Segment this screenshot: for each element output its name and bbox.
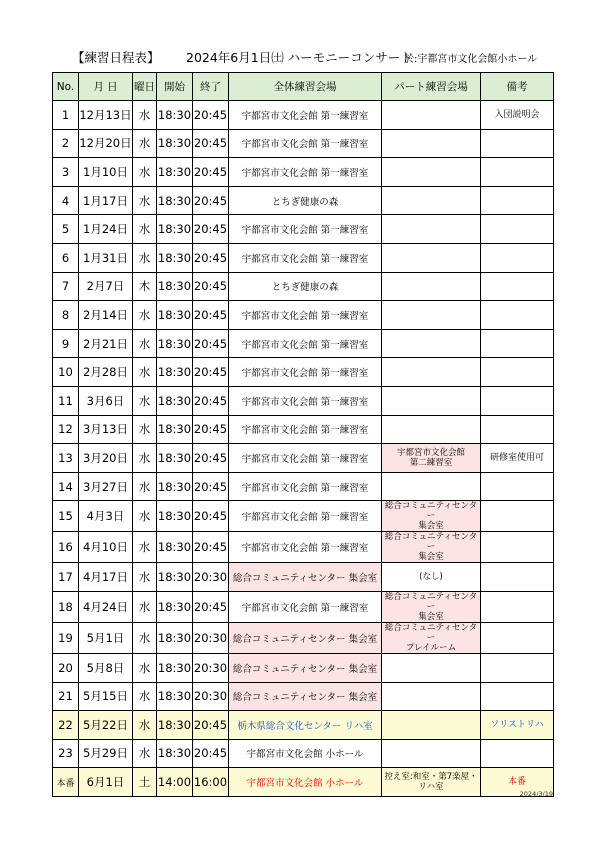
row-date: 1月17日: [79, 186, 133, 215]
row-part-venue: [382, 272, 481, 301]
schedule-title: 【練習日程表】: [72, 50, 160, 65]
row-venue: 宇都宮市文化会館 第一練習室: [229, 444, 382, 473]
row-no: 6: [53, 243, 79, 272]
row-day: 木: [133, 272, 157, 301]
table-row: [53, 243, 554, 272]
row-end: 20:30: [193, 563, 229, 592]
row-day: 水: [133, 711, 157, 740]
table-row: [53, 501, 554, 532]
row-date: 5月29日: [79, 739, 133, 768]
row-end: 20:45: [193, 386, 229, 415]
row-part-venue: [382, 243, 481, 272]
row-note: [481, 682, 554, 711]
row-end: 16:00: [193, 768, 229, 797]
table-row: [53, 272, 554, 301]
row-no: 21: [53, 682, 79, 711]
row-day: 水: [133, 563, 157, 592]
row-day: 水: [133, 215, 157, 244]
row-end: 20:45: [193, 711, 229, 740]
row-day: 水: [133, 101, 157, 130]
row-part-venue: [382, 129, 481, 158]
row-start: 18:30: [157, 415, 193, 444]
row-start: 18:30: [157, 532, 193, 563]
row-venue: 宇都宮市文化会館 第一練習室: [229, 215, 382, 244]
row-start: 18:30: [157, 472, 193, 501]
row-part-venue: [382, 158, 481, 187]
row-start: 18:30: [157, 243, 193, 272]
row-note: 研修室使用可: [481, 444, 554, 473]
row-no: 3: [53, 158, 79, 187]
row-part-venue: [382, 739, 481, 768]
row-part-venue: [382, 329, 481, 358]
row-start: 18:30: [157, 101, 193, 130]
row-no: 18: [53, 591, 79, 622]
row-part-venue: (なし): [382, 563, 481, 592]
row-note: [481, 329, 554, 358]
row-day: 水: [133, 186, 157, 215]
row-end: 20:45: [193, 101, 229, 130]
row-note: [481, 415, 554, 444]
row-no: 10: [53, 358, 79, 387]
row-start: 14:00: [157, 768, 193, 797]
row-no: 1: [53, 101, 79, 130]
row-part-venue: 総合コミュニティセンター 集会室: [382, 591, 481, 622]
row-note: [481, 358, 554, 387]
row-venue: 総合コミュニティセンター 集会室: [229, 653, 382, 682]
row-part-venue: [382, 472, 481, 501]
row-no: 14: [53, 472, 79, 501]
concert-venue: 於:宇都宮市文化会館小ホール: [404, 54, 538, 65]
row-end: 20:45: [193, 215, 229, 244]
row-end: 20:45: [193, 329, 229, 358]
row-note: [481, 591, 554, 622]
table-row: [53, 329, 554, 358]
row-day: 水: [133, 682, 157, 711]
row-end: 20:45: [193, 501, 229, 532]
row-start: 18:30: [157, 186, 193, 215]
row-day: 水: [133, 653, 157, 682]
row-day: 水: [133, 444, 157, 473]
row-end: 20:45: [193, 472, 229, 501]
row-date: 3月6日: [79, 386, 133, 415]
row-note: [481, 472, 554, 501]
row-end: 20:45: [193, 444, 229, 473]
row-no: 20: [53, 653, 79, 682]
col-header-part-venue: パート練習会場: [382, 73, 481, 101]
row-venue: 宇都宮市文化会館 第一練習室: [229, 329, 382, 358]
row-start: 18:30: [157, 711, 193, 740]
table-row: [53, 101, 554, 130]
table-row: [53, 768, 554, 797]
row-end: 20:30: [193, 682, 229, 711]
row-start: 18:30: [157, 272, 193, 301]
row-day: 水: [133, 329, 157, 358]
row-no: 13: [53, 444, 79, 473]
row-start: 18:30: [157, 653, 193, 682]
row-date: 4月17日: [79, 563, 133, 592]
row-start: 18:30: [157, 215, 193, 244]
table-row: [53, 186, 554, 215]
row-no: 2: [53, 129, 79, 158]
row-venue: 栃木県総合文化センター リハ室: [229, 711, 382, 740]
table-row: [53, 591, 554, 622]
row-date: 12月13日: [79, 101, 133, 130]
row-day: 水: [133, 415, 157, 444]
row-no: 8: [53, 301, 79, 330]
row-venue: 宇都宮市文化会館 小ホール: [229, 768, 382, 797]
row-part-venue: [382, 215, 481, 244]
row-note: [481, 386, 554, 415]
row-date: 5月22日: [79, 711, 133, 740]
row-end: 20:45: [193, 129, 229, 158]
row-venue: 総合コミュニティセンター 集会室: [229, 682, 382, 711]
row-day: 水: [133, 622, 157, 653]
row-no: 12: [53, 415, 79, 444]
table-row: [53, 301, 554, 330]
row-end: 20:45: [193, 301, 229, 330]
row-day: 水: [133, 739, 157, 768]
row-venue: 宇都宮市文化会館 第一練習室: [229, 158, 382, 187]
row-end: 20:45: [193, 186, 229, 215]
row-no: 5: [53, 215, 79, 244]
row-no: 4: [53, 186, 79, 215]
row-note: 入団説明会: [481, 101, 554, 130]
row-date: 5月8日: [79, 653, 133, 682]
row-end: 20:45: [193, 243, 229, 272]
row-end: 20:45: [193, 739, 229, 768]
row-day: 土: [133, 768, 157, 797]
row-start: 18:30: [157, 591, 193, 622]
row-start: 18:30: [157, 563, 193, 592]
row-venue: 宇都宮市文化会館 第一練習室: [229, 129, 382, 158]
row-end: 20:45: [193, 272, 229, 301]
row-note: ソリストリハ: [481, 711, 554, 740]
row-date: 2月28日: [79, 358, 133, 387]
col-header-no: No.: [53, 73, 79, 101]
row-start: 18:30: [157, 158, 193, 187]
row-start: 18:30: [157, 444, 193, 473]
table-row: [53, 682, 554, 711]
row-start: 18:30: [157, 622, 193, 653]
col-header-date: 月 日: [79, 73, 133, 101]
row-end: 20:30: [193, 653, 229, 682]
row-note: [481, 301, 554, 330]
row-start: 18:30: [157, 358, 193, 387]
col-header-note: 備考: [481, 73, 554, 101]
row-start: 18:30: [157, 329, 193, 358]
row-note: [481, 243, 554, 272]
row-note: [481, 563, 554, 592]
row-no: 16: [53, 532, 79, 563]
table-row: [53, 563, 554, 592]
row-day: 水: [133, 472, 157, 501]
row-note: [481, 186, 554, 215]
row-venue: 宇都宮市文化会館 第一練習室: [229, 591, 382, 622]
row-note: 本番: [481, 768, 554, 797]
concert-title: 2024年6月1日㈯ ハーモニーコンサート: [186, 50, 413, 65]
row-part-venue: [382, 415, 481, 444]
row-day: 水: [133, 386, 157, 415]
table-row: [53, 158, 554, 187]
row-note: [481, 129, 554, 158]
row-start: 18:30: [157, 682, 193, 711]
row-day: 水: [133, 501, 157, 532]
row-date: 4月24日: [79, 591, 133, 622]
col-header-day: 曜日: [133, 73, 157, 101]
row-date: 3月20日: [79, 444, 133, 473]
table-row: [53, 711, 554, 740]
row-date: 5月15日: [79, 682, 133, 711]
table-row: [53, 129, 554, 158]
row-part-venue: [382, 653, 481, 682]
row-no: 7: [53, 272, 79, 301]
row-part-venue: 総合コミュニティセンター プレイルーム: [382, 622, 481, 653]
row-part-venue: [382, 358, 481, 387]
page-header: [0, 44, 607, 66]
row-venue: 宇都宮市文化会館 第一練習室: [229, 472, 382, 501]
table-row: [53, 532, 554, 563]
row-end: 20:45: [193, 358, 229, 387]
table-row: [53, 444, 554, 473]
row-part-venue: 控え室:和室・第7楽屋・ リハ室: [382, 768, 481, 797]
row-venue: とちぎ健康の森: [229, 272, 382, 301]
row-day: 水: [133, 301, 157, 330]
row-note: [481, 158, 554, 187]
row-no: 17: [53, 563, 79, 592]
row-venue: 宇都宮市文化会館 第一練習室: [229, 532, 382, 563]
row-venue: 宇都宮市文化会館 第一練習室: [229, 386, 382, 415]
row-date: 6月1日: [79, 768, 133, 797]
row-part-venue: 宇都宮市文化会館 第二練習室: [382, 444, 481, 473]
row-venue: 宇都宮市文化会館 第一練習室: [229, 101, 382, 130]
table-row: [53, 472, 554, 501]
row-no: 23: [53, 739, 79, 768]
row-day: 水: [133, 358, 157, 387]
row-note: [481, 532, 554, 563]
row-no: 本番: [53, 768, 79, 797]
row-end: 20:45: [193, 591, 229, 622]
row-note: [481, 622, 554, 653]
row-part-venue: 総合コミュニティセンター 集会室: [382, 532, 481, 563]
schedule-table: [52, 72, 554, 797]
table-row: [53, 386, 554, 415]
revision-date: 2024/3/19: [519, 790, 553, 798]
row-part-venue: [382, 711, 481, 740]
table-row: [53, 215, 554, 244]
row-start: 18:30: [157, 129, 193, 158]
table-row: [53, 358, 554, 387]
table-row: [53, 739, 554, 768]
row-end: 20:45: [193, 532, 229, 563]
row-start: 18:30: [157, 739, 193, 768]
row-part-venue: [382, 186, 481, 215]
row-venue: 宇都宮市文化会館 第一練習室: [229, 358, 382, 387]
row-day: 水: [133, 532, 157, 563]
row-note: [481, 215, 554, 244]
row-venue: 総合コミュニティセンター 集会室: [229, 563, 382, 592]
row-note: [481, 653, 554, 682]
row-no: 22: [53, 711, 79, 740]
row-note: [481, 501, 554, 532]
row-start: 18:30: [157, 501, 193, 532]
row-start: 18:30: [157, 386, 193, 415]
row-date: 3月27日: [79, 472, 133, 501]
row-end: 20:45: [193, 415, 229, 444]
row-no: 9: [53, 329, 79, 358]
row-end: 20:30: [193, 622, 229, 653]
row-date: 2月21日: [79, 329, 133, 358]
row-venue: 宇都宮市文化会館 第一練習室: [229, 415, 382, 444]
row-part-venue: [382, 101, 481, 130]
row-day: 水: [133, 129, 157, 158]
row-date: 12月20日: [79, 129, 133, 158]
row-date: 2月7日: [79, 272, 133, 301]
row-date: 1月10日: [79, 158, 133, 187]
col-header-start: 開始: [157, 73, 193, 101]
row-date: 2月14日: [79, 301, 133, 330]
row-date: 1月31日: [79, 243, 133, 272]
row-note: [481, 739, 554, 768]
row-day: 水: [133, 158, 157, 187]
row-venue: とちぎ健康の森: [229, 186, 382, 215]
row-part-venue: [382, 386, 481, 415]
row-date: 1月24日: [79, 215, 133, 244]
row-no: 15: [53, 501, 79, 532]
row-start: 18:30: [157, 301, 193, 330]
table-row: [53, 622, 554, 653]
row-part-venue: [382, 682, 481, 711]
row-date: 3月13日: [79, 415, 133, 444]
row-venue: 宇都宮市文化会館 小ホール: [229, 739, 382, 768]
table-header-row: [53, 73, 554, 101]
table-row: [53, 415, 554, 444]
row-venue: 宇都宮市文化会館 第一練習室: [229, 501, 382, 532]
row-part-venue: [382, 301, 481, 330]
row-end: 20:45: [193, 158, 229, 187]
row-date: 4月3日: [79, 501, 133, 532]
row-day: 水: [133, 243, 157, 272]
col-header-end: 終了: [193, 73, 229, 101]
row-part-venue: 総合コミュニティセンター 集会室: [382, 501, 481, 532]
row-date: 5月1日: [79, 622, 133, 653]
row-venue: 宇都宮市文化会館 第一練習室: [229, 301, 382, 330]
table-row: [53, 653, 554, 682]
row-day: 水: [133, 591, 157, 622]
col-header-venue: 全体練習会場: [229, 73, 382, 101]
row-no: 11: [53, 386, 79, 415]
row-date: 4月10日: [79, 532, 133, 563]
row-no: 19: [53, 622, 79, 653]
row-venue: 総合コミュニティセンター 集会室: [229, 622, 382, 653]
row-note: [481, 272, 554, 301]
row-venue: 宇都宮市文化会館 第一練習室: [229, 243, 382, 272]
